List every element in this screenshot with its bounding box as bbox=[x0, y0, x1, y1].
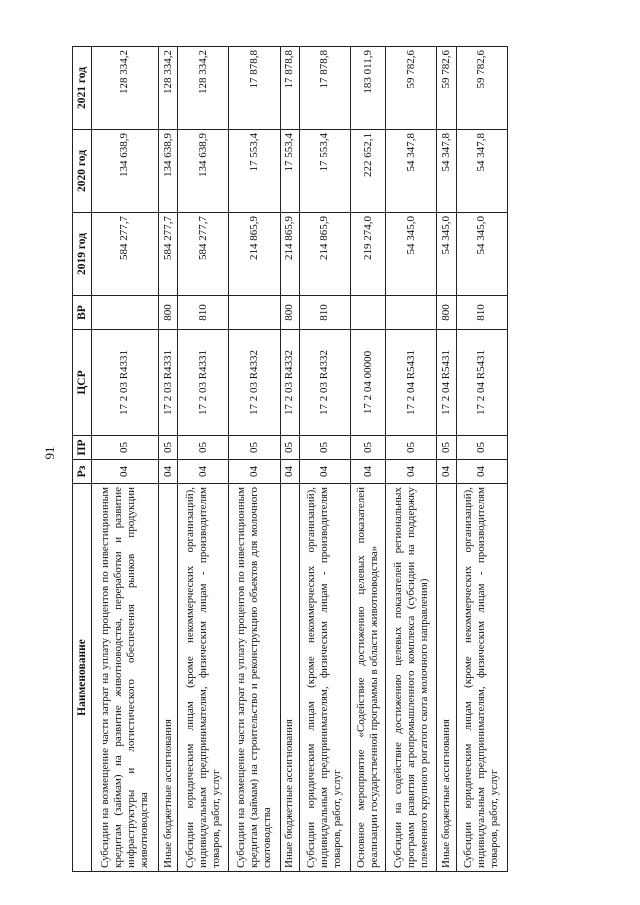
cell-csr: 17 2 04 R5431 bbox=[456, 330, 507, 436]
cell-name: Иные бюджетные ассигнования bbox=[280, 484, 299, 872]
cell-csr: 17 2 03 R4331 bbox=[92, 330, 159, 436]
cell-rz: 04 bbox=[299, 460, 350, 484]
table-row bbox=[178, 47, 229, 872]
page-number: 91 bbox=[42, 446, 57, 460]
table-row bbox=[386, 47, 437, 872]
cell-y2021: 17 878,8 bbox=[299, 47, 350, 130]
header-name: Наименование bbox=[73, 484, 92, 872]
cell-y2020: 134 638,9 bbox=[178, 130, 229, 213]
cell-name: Субсидии на возмещение части затрат на уплату процентов по инвестиционным кредитам (займам) на развитие животноводства, переработки и развитие инфраструктуры и логистического обеспечения рынков продукции животноводства bbox=[92, 484, 159, 872]
header-2020: 2020 год bbox=[73, 130, 92, 213]
cell-y2021: 59 782,6 bbox=[386, 47, 437, 130]
cell-vr bbox=[351, 296, 386, 330]
cell-rz: 04 bbox=[158, 460, 177, 484]
cell-pr: 05 bbox=[386, 436, 437, 460]
cell-pr: 05 bbox=[280, 436, 299, 460]
cell-vr: 810 bbox=[299, 296, 350, 330]
table-row bbox=[158, 47, 177, 872]
header-csr: ЦСР bbox=[73, 330, 92, 436]
cell-csr: 17 2 04 R5431 bbox=[386, 330, 437, 436]
cell-y2020: 54 347,8 bbox=[437, 130, 456, 213]
table-row bbox=[299, 47, 350, 872]
cell-rz: 04 bbox=[92, 460, 159, 484]
cell-y2020: 54 347,8 bbox=[456, 130, 507, 213]
cell-csr: 17 2 04 00000 bbox=[351, 330, 386, 436]
cell-name: Иные бюджетные ассигнования bbox=[158, 484, 177, 872]
cell-y2020: 17 553,4 bbox=[229, 130, 280, 213]
cell-csr: 17 2 03 R4332 bbox=[280, 330, 299, 436]
cell-y2021: 17 878,8 bbox=[229, 47, 280, 130]
cell-vr: 800 bbox=[437, 296, 456, 330]
cell-name: Субсидии на возмещение части затрат на уплату процентов по инвестиционным кредитам (займам) на строительство и реконструкцию объектов для молочного скотоводства bbox=[229, 484, 280, 872]
cell-y2020: 17 553,4 bbox=[299, 130, 350, 213]
cell-y2021: 17 878,8 bbox=[280, 47, 299, 130]
cell-vr bbox=[229, 296, 280, 330]
cell-pr: 05 bbox=[229, 436, 280, 460]
table-row bbox=[92, 47, 159, 872]
cell-pr: 05 bbox=[178, 436, 229, 460]
cell-rz: 04 bbox=[229, 460, 280, 484]
cell-rz: 04 bbox=[351, 460, 386, 484]
cell-rz: 04 bbox=[456, 460, 507, 484]
cell-y2020: 17 553,4 bbox=[280, 130, 299, 213]
cell-name: Субсидии юридическим лицам (кроме некоммерческих организаций), индивидуальным предпринимателям, физическим лицам - производителям товаров, работ, услуг bbox=[178, 484, 229, 872]
cell-y2019: 584 277,7 bbox=[92, 213, 159, 296]
cell-name: Иные бюджетные ассигнования bbox=[437, 484, 456, 872]
cell-pr: 05 bbox=[92, 436, 159, 460]
cell-y2020: 54 347,8 bbox=[386, 130, 437, 213]
cell-y2019: 54 345,0 bbox=[437, 213, 456, 296]
cell-y2021: 59 782,6 bbox=[437, 47, 456, 130]
cell-y2021: 128 334,2 bbox=[178, 47, 229, 130]
cell-name: Субсидии юридическим лицам (кроме некоммерческих организаций), индивидуальным предпринимателям, физическим лицам - производителям товаров, работ, услуг bbox=[456, 484, 507, 872]
table-row bbox=[456, 47, 507, 872]
cell-csr: 17 2 04 R5431 bbox=[437, 330, 456, 436]
cell-rz: 04 bbox=[437, 460, 456, 484]
cell-rz: 04 bbox=[178, 460, 229, 484]
cell-y2019: 214 865,9 bbox=[299, 213, 350, 296]
cell-pr: 05 bbox=[158, 436, 177, 460]
cell-csr: 17 2 03 R4331 bbox=[178, 330, 229, 436]
budget-table-rotated bbox=[72, 47, 508, 872]
cell-y2019: 584 277,7 bbox=[178, 213, 229, 296]
cell-y2020: 222 652,1 bbox=[351, 130, 386, 213]
cell-name: Субсидии юридическим лицам (кроме некоммерческих организаций), индивидуальным предпринимателям, физическим лицам - производителям товаров, работ, услуг bbox=[299, 484, 350, 872]
cell-csr: 17 2 03 R4331 bbox=[158, 330, 177, 436]
cell-csr: 17 2 03 R4332 bbox=[229, 330, 280, 436]
cell-name: Основное мероприятие «Содействие достижению целевых показателей реализации государственной программы в области животноводства» bbox=[351, 484, 386, 872]
cell-name: Субсидии на содействие достижению целевых показателей региональных программ развития агропромышленного комплекса (субсидии на поддержку племенного крупного рогатого скота молочного направления) bbox=[386, 484, 437, 872]
table-row bbox=[229, 47, 280, 872]
cell-y2019: 214 865,9 bbox=[229, 213, 280, 296]
cell-y2019: 584 277,7 bbox=[158, 213, 177, 296]
cell-rz: 04 bbox=[386, 460, 437, 484]
cell-vr: 800 bbox=[280, 296, 299, 330]
cell-pr: 05 bbox=[456, 436, 507, 460]
cell-vr: 810 bbox=[456, 296, 507, 330]
table-row bbox=[437, 47, 456, 872]
cell-rz: 04 bbox=[280, 460, 299, 484]
cell-y2019: 219 274,0 bbox=[351, 213, 386, 296]
cell-vr bbox=[92, 296, 159, 330]
cell-pr: 05 bbox=[437, 436, 456, 460]
cell-vr: 800 bbox=[158, 296, 177, 330]
cell-y2021: 59 782,6 bbox=[456, 47, 507, 130]
table-row bbox=[280, 47, 299, 872]
cell-y2019: 214 865,9 bbox=[280, 213, 299, 296]
cell-y2021: 183 011,9 bbox=[351, 47, 386, 130]
header-2021: 2021 год bbox=[73, 47, 92, 130]
cell-pr: 05 bbox=[351, 436, 386, 460]
cell-pr: 05 bbox=[299, 436, 350, 460]
cell-vr bbox=[386, 296, 437, 330]
cell-y2021: 128 334,2 bbox=[92, 47, 159, 130]
table-header-row bbox=[73, 47, 92, 872]
cell-y2021: 128 334,2 bbox=[158, 47, 177, 130]
header-vr: ВР bbox=[73, 296, 92, 330]
table-row bbox=[351, 47, 386, 872]
cell-y2019: 54 345,0 bbox=[456, 213, 507, 296]
header-pr: ПР bbox=[73, 436, 92, 460]
budget-table bbox=[72, 46, 508, 872]
header-rz: Рз bbox=[73, 460, 92, 484]
cell-y2020: 134 638,9 bbox=[158, 130, 177, 213]
cell-csr: 17 2 03 R4332 bbox=[299, 330, 350, 436]
cell-y2020: 134 638,9 bbox=[92, 130, 159, 213]
header-2019: 2019 год bbox=[73, 213, 92, 296]
cell-y2019: 54 345,0 bbox=[386, 213, 437, 296]
cell-vr: 810 bbox=[178, 296, 229, 330]
table-body bbox=[92, 47, 508, 872]
